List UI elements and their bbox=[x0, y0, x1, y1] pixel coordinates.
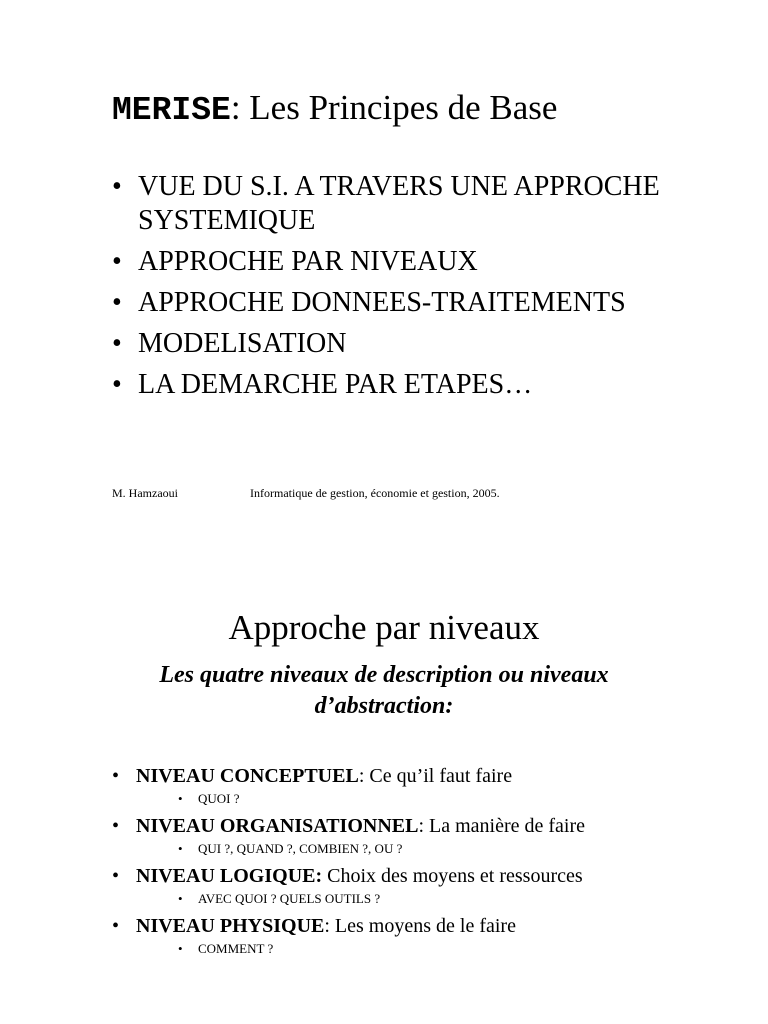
sub-item: • COMMENT ? bbox=[136, 940, 730, 958]
slide-subtitle: Les quatre niveaux de description ou niveaux d’abstraction: bbox=[159, 662, 609, 719]
level-name: NIVEAU PHYSIQUE bbox=[136, 915, 325, 937]
level-physique bbox=[110, 914, 730, 958]
list-item: • MODELISATION bbox=[110, 327, 730, 361]
sub-item: • AVEC QUOI ? QUELS OUTILS ? bbox=[136, 890, 730, 908]
list-item: • APPROCHE DONNEES-TRAITEMENTS bbox=[110, 286, 730, 320]
sub-list bbox=[136, 940, 730, 958]
list-item: • VUE DU S.I. A TRAVERS UNE APPROCHE SYSTEMIQUE bbox=[110, 170, 730, 238]
sub-list bbox=[136, 790, 730, 808]
level-desc: Choix des moyens et ressources bbox=[322, 865, 583, 887]
level-desc: Les moyens de le faire bbox=[329, 915, 516, 937]
title-merise: MERISE bbox=[112, 92, 231, 129]
title-rest: : Les Principes de Base bbox=[230, 88, 558, 127]
slide-title-niveaux: Approche par niveaux bbox=[228, 608, 540, 647]
footer-author: M. Hamzaoui bbox=[112, 486, 178, 500]
level-sep: : bbox=[418, 815, 425, 837]
footer-course: Informatique de gestion, économie et gestion, 2005. bbox=[250, 486, 500, 500]
sub-list bbox=[136, 890, 730, 908]
sub-item: • QUI ?, QUAND ?, COMBIEN ?, OU ? bbox=[136, 840, 730, 858]
level-logique bbox=[110, 864, 730, 908]
levels-list bbox=[110, 764, 730, 964]
level-desc: Ce qu’il faut faire bbox=[364, 765, 513, 787]
sub-item: • QUOI ? bbox=[136, 790, 730, 808]
list-item: • APPROCHE PAR NIVEAUX bbox=[110, 245, 730, 279]
level-sep: : bbox=[324, 915, 330, 937]
slide-title bbox=[112, 88, 557, 129]
sub-list bbox=[136, 840, 730, 858]
principles-list bbox=[110, 170, 730, 409]
level-sep: : bbox=[358, 765, 365, 787]
list-item: • LA DEMARCHE PAR ETAPES… bbox=[110, 368, 730, 402]
level-name: NIVEAU LOGIQUE: bbox=[136, 865, 323, 887]
level-conceptuel bbox=[110, 764, 730, 808]
level-name: NIVEAU CONCEPTUEL bbox=[136, 765, 359, 787]
level-name: NIVEAU ORGANISATIONNEL bbox=[136, 815, 419, 837]
level-desc: La manière de faire bbox=[424, 815, 586, 837]
level-organisationnel bbox=[110, 814, 730, 858]
